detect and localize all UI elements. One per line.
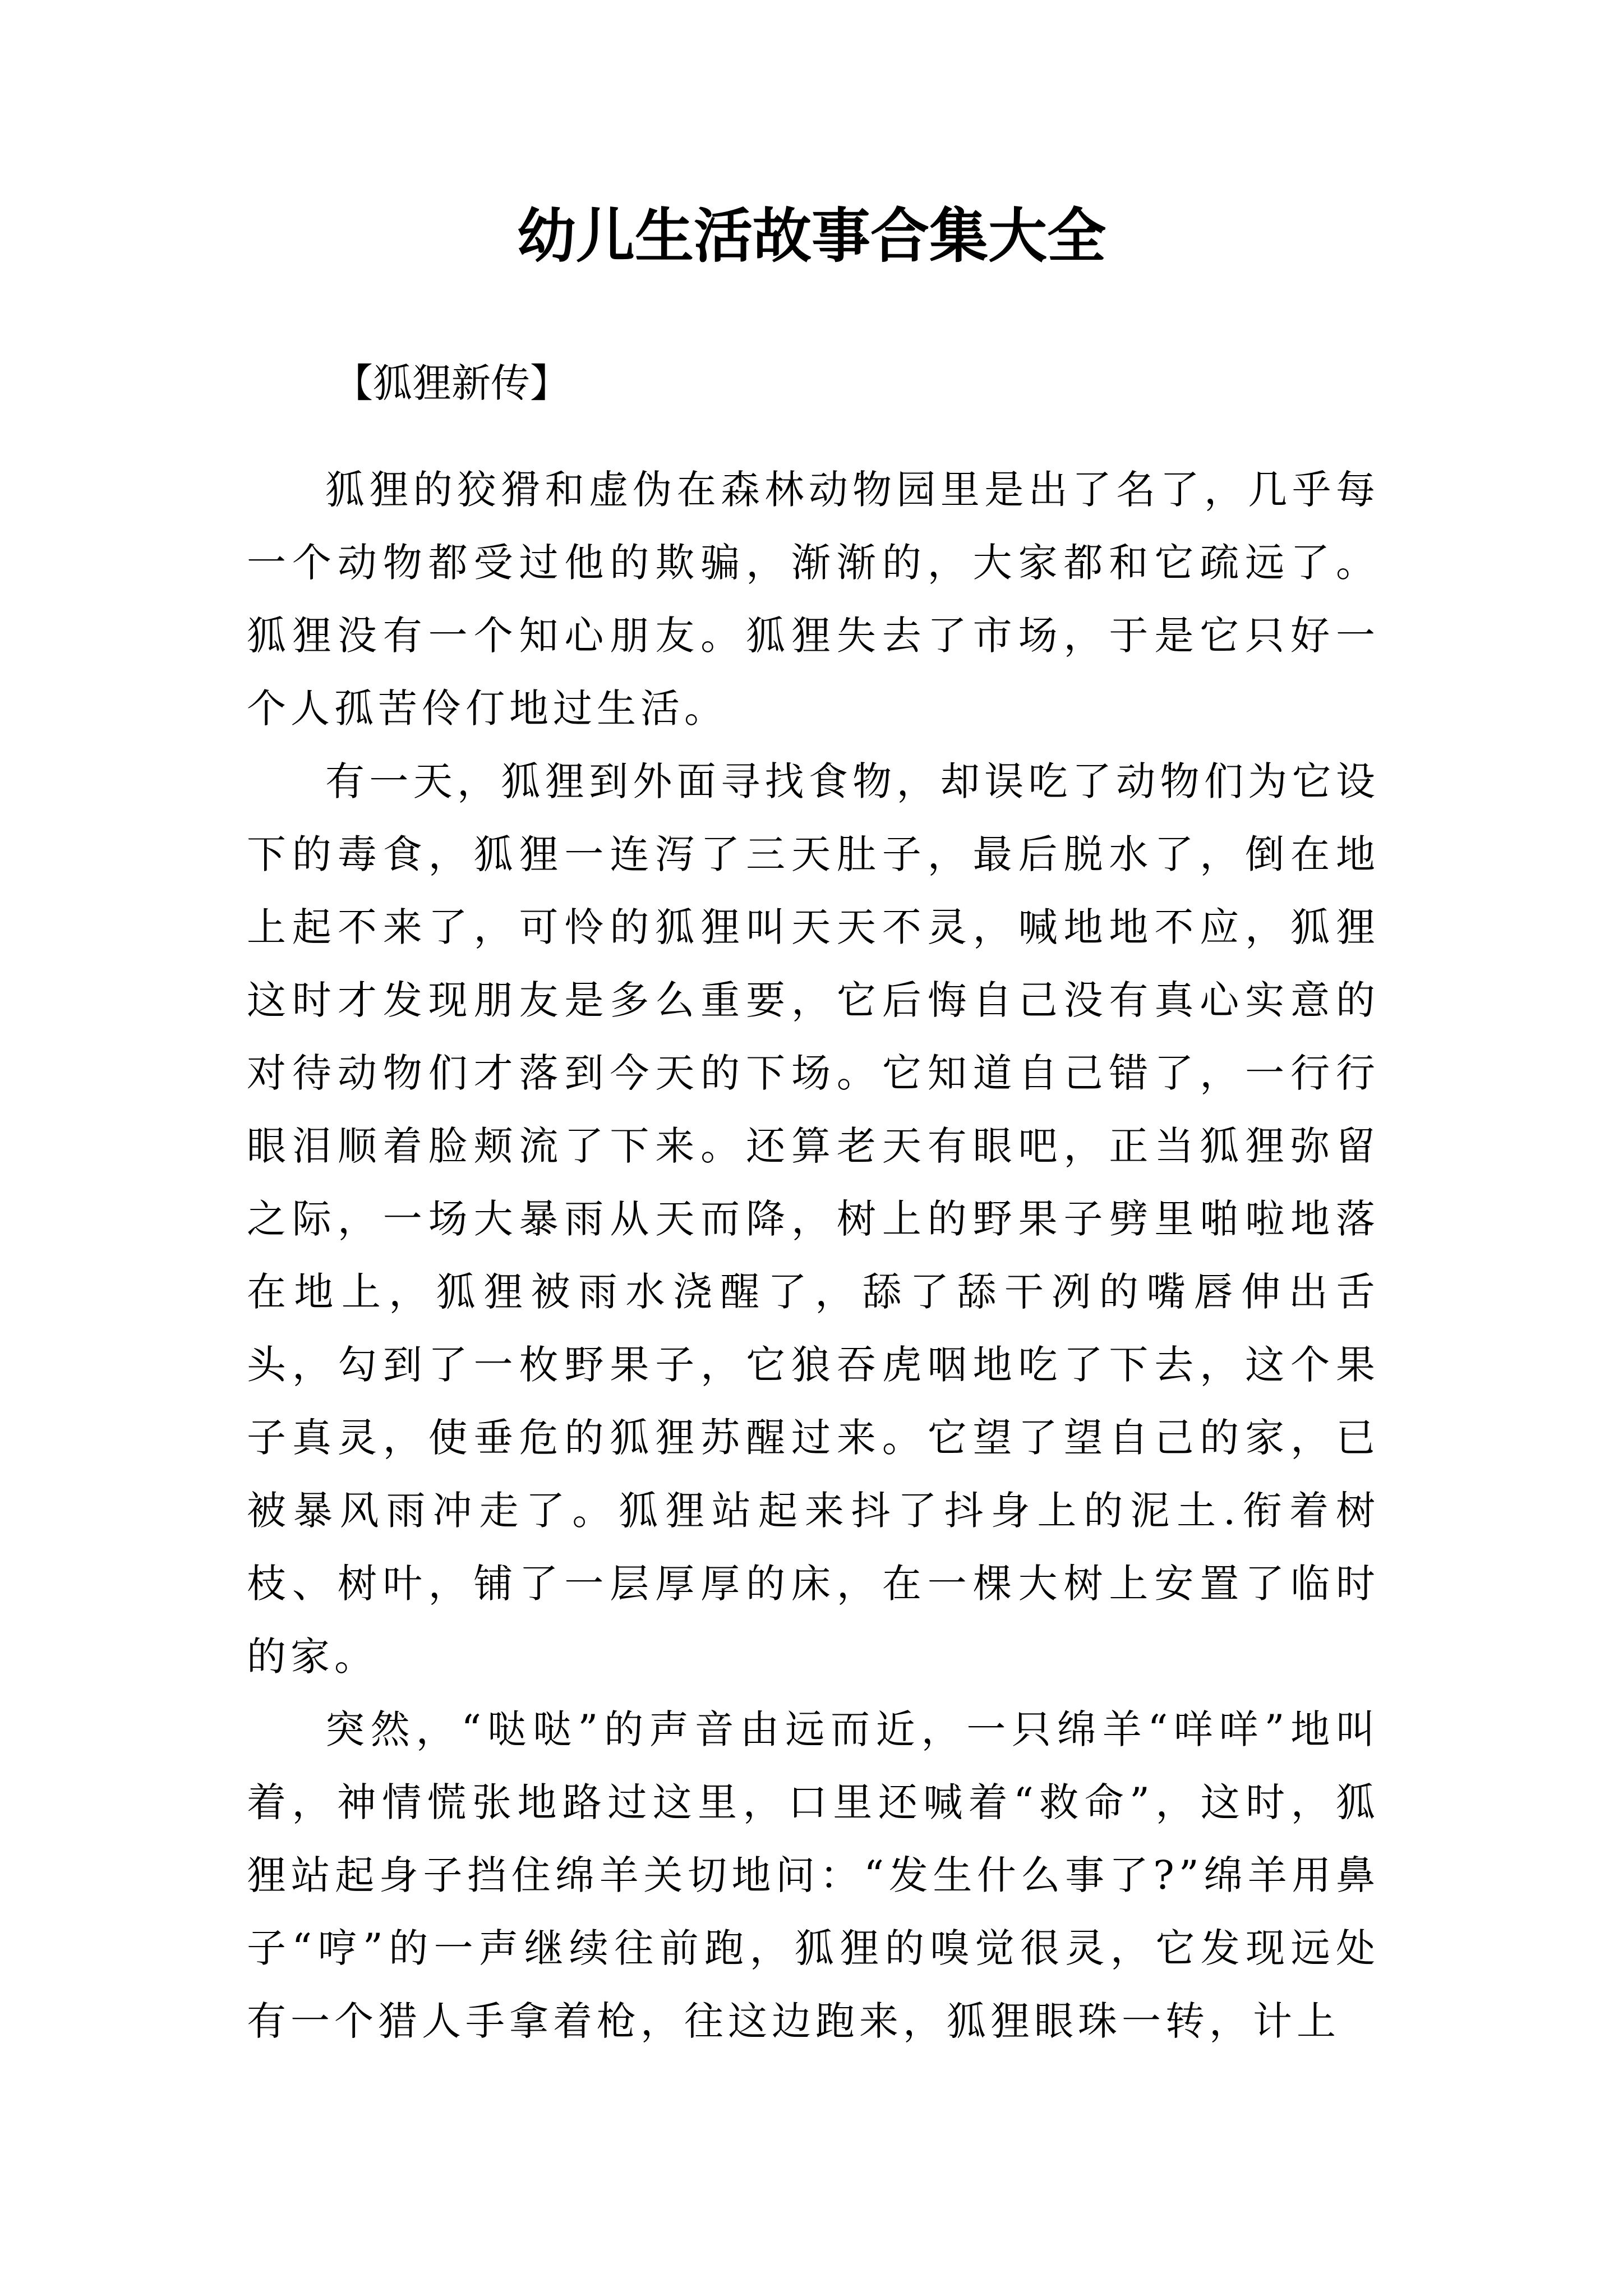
document-body xyxy=(247,453,1380,2058)
body-paragraph: 狐狸的狡猾和虚伪在森林动物园里是出了名了，几乎每一个动物都受过他的欺骗，渐渐的，大家都和它疏远了。狐狸没有一个知心朋友。狐狸失去了市场，于是它只好一个人孤苦伶仃地过生活。 xyxy=(247,467,1380,731)
document-title: 幼儿生活故事合集大全 xyxy=(517,201,1106,270)
body-paragraph: 突然，“哒哒”的声音由远而近，一只绵羊“咩咩”地叫着，神情慌张地路过这里，口里还喊着“救命”，这时，狐狸站起身子挡住绵羊关切地问：“发生什么事了?”绵羊用鼻子“哼”的一声继续往前跑，狐狸的嗅觉很灵，它发现远处有一个猎人手拿着枪，往这边跑来，狐狸眼珠一转，计上 xyxy=(247,1706,1380,2044)
body-paragraph: 有一天，狐狸到外面寻找食物，却误吃了动物们为它设下的毒食，狐狸一连泻了三天肚子，最后脱水了，倒在地上起不来了，可怜的狐狸叫天天不灵，喊地地不应，狐狸这时才发现朋友是多么重要，它后悔自己没有真心实意的对待动物们才落到今天的下场。它知道自己错了，一行行眼泪顺着脸颊流了下来。还算老天有眼吧，正当狐狸弥留之际，一场大暴雨从天而降，树上的野果子劈里啪啦地落在地上，狐狸被雨水浇醒了，舔了舔干冽的嘴唇伸出舌头，勾到了一枚野果子，它狼吞虎咽地吃了下去，这个果子真灵，使垂危的狐狸苏醒过来。它望了望自己的家，已被暴风雨冲走了。狐狸站起来抖了抖身上的泥土.衔着树枝、树叶，铺了一层厚厚的床，在一棵大树上安置了临时的家。 xyxy=(247,758,1380,1680)
section-heading: 【狐狸新传】 xyxy=(334,360,569,406)
